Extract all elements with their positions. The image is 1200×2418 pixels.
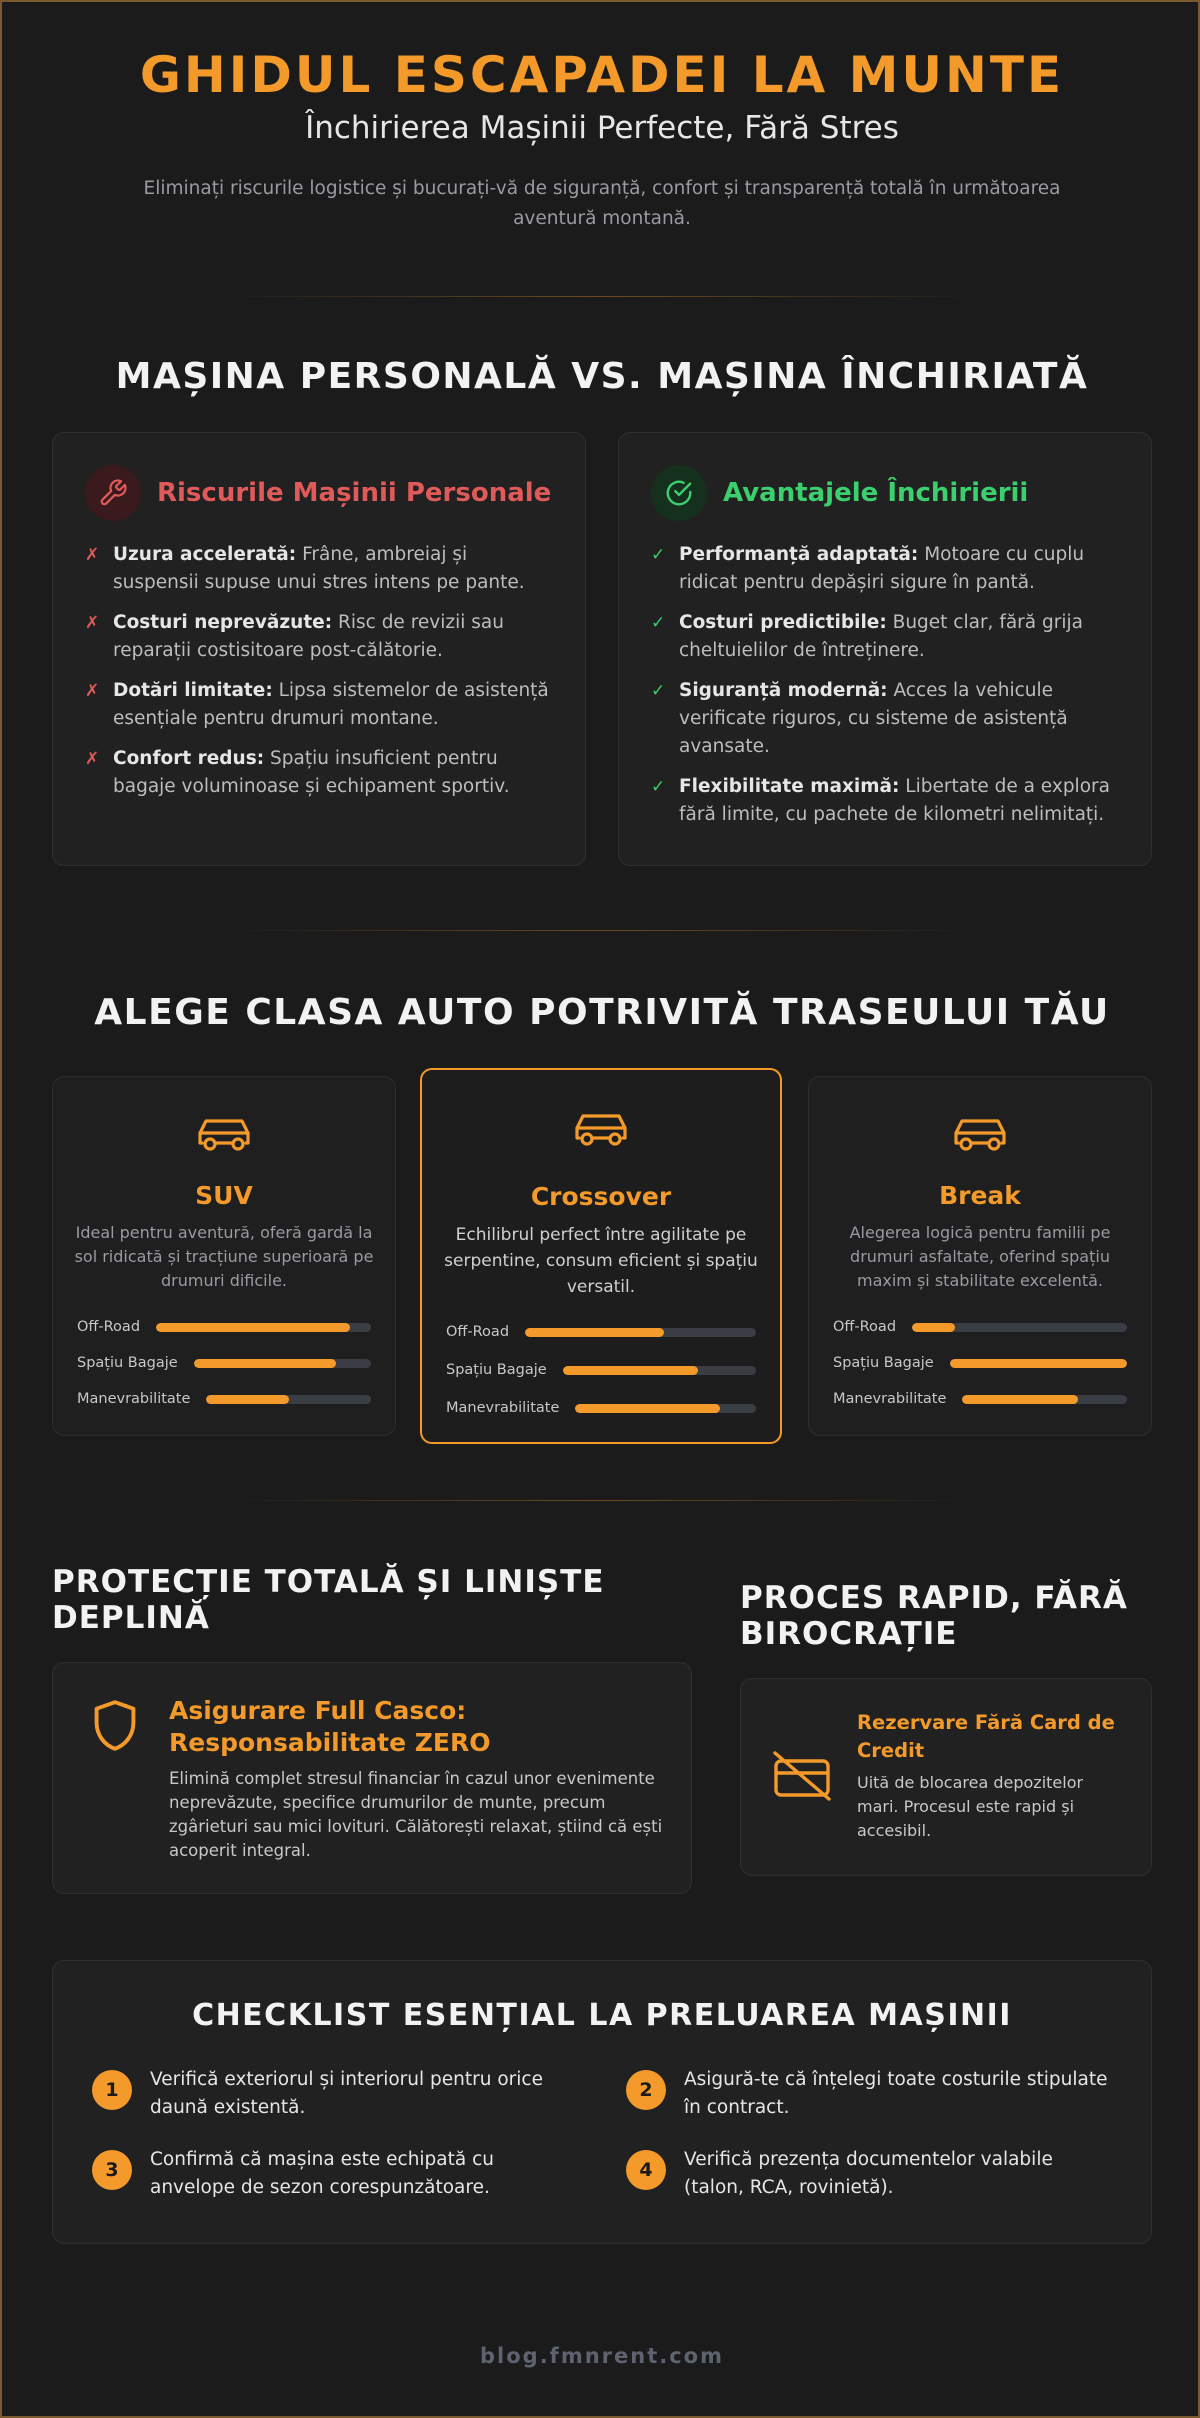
rating-fill: [156, 1323, 349, 1332]
item-heading: Dotări limitate:: [113, 680, 273, 701]
insurance-text: Elimină complet stresul financiar în cazul unor evenimente neprevăzute, specifice drumurilor de munte, precum zgârieturi sau mici lovituri. Călătorești relaxat, știind că ești acoperit integral.: [169, 1769, 663, 1860]
car-class-name: SUV: [195, 1181, 253, 1210]
rating-bar-offroad: [446, 1324, 756, 1340]
rating-bar-handling: [833, 1391, 1127, 1407]
item-heading: Costuri neprevăzute:: [113, 612, 333, 633]
rating-fill: [563, 1366, 698, 1375]
comparison-list-item: [651, 541, 1121, 597]
rating-bar-handling: [77, 1391, 371, 1407]
car-class-name: Crossover: [530, 1182, 672, 1211]
check-mark-icon: ✓: [651, 613, 666, 633]
item-text: Buget clar, fără grija cheltuielilor de întreținere.: [679, 612, 1083, 661]
item-text: Frâne, ambreiaj și suspensii supuse unui stres intens pe pante.: [113, 544, 525, 593]
car-icon: [809, 1115, 1151, 1155]
process-title: PROCES RAPID, FĂRĂ BIROCRAȚIE: [740, 1580, 1128, 1652]
car-class-description: Alegerea logică pentru familii pe drumuri asfaltate, oferind spațiu maxim și stabilitate excelentă.: [849, 1223, 1111, 1290]
rating-label: Off-Road: [77, 1319, 141, 1335]
item-text: Lipsa sistemelor de asistență esențiale pentru drumuri montane.: [113, 680, 549, 729]
no-card-booking-title: Rezervare Fără Card de Credit: [857, 1711, 1115, 1762]
checklist-item-3: [92, 2146, 582, 2202]
no-card-booking-card: [740, 1678, 1152, 1876]
rating-fill: [575, 1404, 719, 1413]
cross-mark-icon: ✗: [85, 613, 100, 633]
item-heading: Flexibilitate maximă:: [679, 776, 900, 797]
step-text: Asigură-te că înțelegi toate costurile stipulate în contract.: [684, 2069, 1108, 2118]
item-heading: Siguranță modernă:: [679, 680, 888, 701]
car-icon: [53, 1115, 395, 1155]
cross-mark-icon: ✗: [85, 681, 100, 701]
rating-bar-offroad: [833, 1319, 1127, 1335]
rating-fill: [912, 1323, 955, 1332]
rating-bar-handling: [446, 1400, 756, 1416]
car-class-card-break[interactable]: [808, 1076, 1152, 1436]
car-class-name: Break: [939, 1181, 1021, 1210]
rental-advantages-title: Avantajele Închirierii: [723, 478, 1029, 508]
rating-label: Off-Road: [446, 1324, 510, 1340]
item-heading: Performanță adaptată:: [679, 544, 919, 565]
item-heading: Uzura accelerată:: [113, 544, 297, 565]
step-text: Verifică prezența documentelor valabile (talon, RCA, rovinietă).: [684, 2149, 1053, 2198]
comparison-list-item: [85, 745, 555, 801]
rating-bar-luggage: [833, 1355, 1127, 1371]
step-number: 3: [92, 2150, 132, 2190]
no-credit-card-icon: [771, 1751, 833, 1805]
check-mark-icon: ✓: [651, 681, 666, 701]
insurance-title: Asigurare Full Casco: Responsabilitate ZERO: [169, 1696, 491, 1757]
personal-risks-title: Riscurile Mașinii Personale: [157, 478, 552, 508]
rating-fill: [950, 1359, 1127, 1368]
car-classes-title: ALEGE CLASA AUTO POTRIVITĂ TRASEULUI TĂU: [94, 992, 1110, 1033]
wrench-icon: [85, 465, 141, 521]
rating-label: Spațiu Bagaje: [833, 1355, 934, 1371]
rental-advantages-list: [651, 541, 1121, 841]
item-text: Spațiu insuficient pentru bagaje voluminoase și echipament sportiv.: [113, 748, 510, 797]
divider: [222, 930, 982, 931]
rating-fill: [962, 1395, 1077, 1404]
item-text: Acces la vehicule verificate riguros, cu sisteme de asistență avansate.: [679, 680, 1068, 757]
divider: [222, 296, 982, 297]
step-number: 2: [626, 2070, 666, 2110]
comparison-list-item: [651, 677, 1121, 761]
item-heading: Costuri predictibile:: [679, 612, 887, 633]
rating-fill: [206, 1395, 288, 1404]
rating-label: Manevrabilitate: [446, 1400, 560, 1416]
rating-label: Off-Road: [833, 1319, 897, 1335]
car-class-card-crossover[interactable]: [420, 1068, 782, 1444]
item-text: Libertate de a explora fără limite, cu pachete de kilometri nelimitați.: [679, 776, 1110, 825]
rating-bar-luggage: [446, 1362, 756, 1378]
checklist-title: CHECKLIST ESENȚIAL LA PRELUAREA MAȘINII: [192, 1998, 1012, 2033]
insurance-card: [52, 1662, 692, 1894]
rating-label: Manevrabilitate: [833, 1391, 947, 1407]
car-class-card-suv[interactable]: [52, 1076, 396, 1436]
step-text: Confirmă că mașina este echipată cu anvelope de sezon corespunzătoare.: [150, 2149, 495, 2198]
page-subtitle: Închirierea Mașinii Perfecte, Fără Stres: [305, 110, 899, 146]
rating-fill: [525, 1328, 664, 1337]
protection-title: PROTECȚIE TOTALĂ ȘI LINIȘTE DEPLINĂ: [52, 1564, 605, 1636]
rating-bar-offroad: [77, 1319, 371, 1335]
checklist-item-1: [92, 2066, 582, 2122]
step-number: 4: [626, 2150, 666, 2190]
check-mark-icon: ✓: [651, 777, 666, 797]
no-card-booking-text: Uită de blocarea depozitelor mari. Procesul este rapid și accesibil.: [857, 1773, 1084, 1840]
step-text: Verifică exteriorul și interiorul pentru orice daună existentă.: [150, 2069, 543, 2118]
cross-mark-icon: ✗: [85, 749, 100, 769]
cross-mark-icon: ✗: [85, 545, 100, 565]
shield-icon: [89, 1697, 141, 1759]
item-heading: Confort redus:: [113, 748, 265, 769]
car-icon: [422, 1110, 780, 1150]
comparison-title: MAȘINA PERSONALĂ VS. MAȘINA ÎNCHIRIATĂ: [115, 356, 1089, 397]
page-title: GHIDUL ESCAPADEI LA MUNTE: [139, 46, 1065, 104]
divider: [222, 1500, 982, 1501]
car-class-description: Echilibrul perfect între agilitate pe serpentine, consum eficient și spațiu versatil.: [444, 1225, 758, 1297]
step-number: 1: [92, 2070, 132, 2110]
rating-fill: [194, 1359, 336, 1368]
item-text: Motoare cu cuplu ridicat pentru depășiri sigure în pantă.: [679, 544, 1085, 593]
checklist-item-2: [626, 2066, 1116, 2122]
footer-link[interactable]: blog.fmnrent.com: [480, 2344, 724, 2368]
rating-label: Manevrabilitate: [77, 1391, 191, 1407]
comparison-list-item: [651, 609, 1121, 665]
item-text: Risc de revizii sau reparații costisitoare post-călătorie.: [113, 612, 504, 661]
intro-text: Eliminați riscurile logistice și bucurați-vă de siguranță, confort și transparență totală în următoarea aventură montană.: [143, 178, 1061, 229]
rental-advantages-card: [618, 432, 1152, 866]
rating-label: Spațiu Bagaje: [446, 1362, 547, 1378]
comparison-list-item: [85, 609, 555, 665]
car-class-description: Ideal pentru aventură, oferă gardă la sol ridicată și tracțiune superioară pe drumuri dificile.: [74, 1223, 374, 1290]
rating-bar-luggage: [77, 1355, 371, 1371]
checklist-item-4: [626, 2146, 1116, 2202]
comparison-list-item: [651, 773, 1121, 829]
check-circle-icon: [651, 465, 707, 521]
rating-label: Spațiu Bagaje: [77, 1355, 178, 1371]
personal-risks-card: [52, 432, 586, 866]
comparison-list-item: [85, 541, 555, 597]
check-mark-icon: ✓: [651, 545, 666, 565]
personal-risks-list: [85, 541, 555, 813]
comparison-list-item: [85, 677, 555, 733]
